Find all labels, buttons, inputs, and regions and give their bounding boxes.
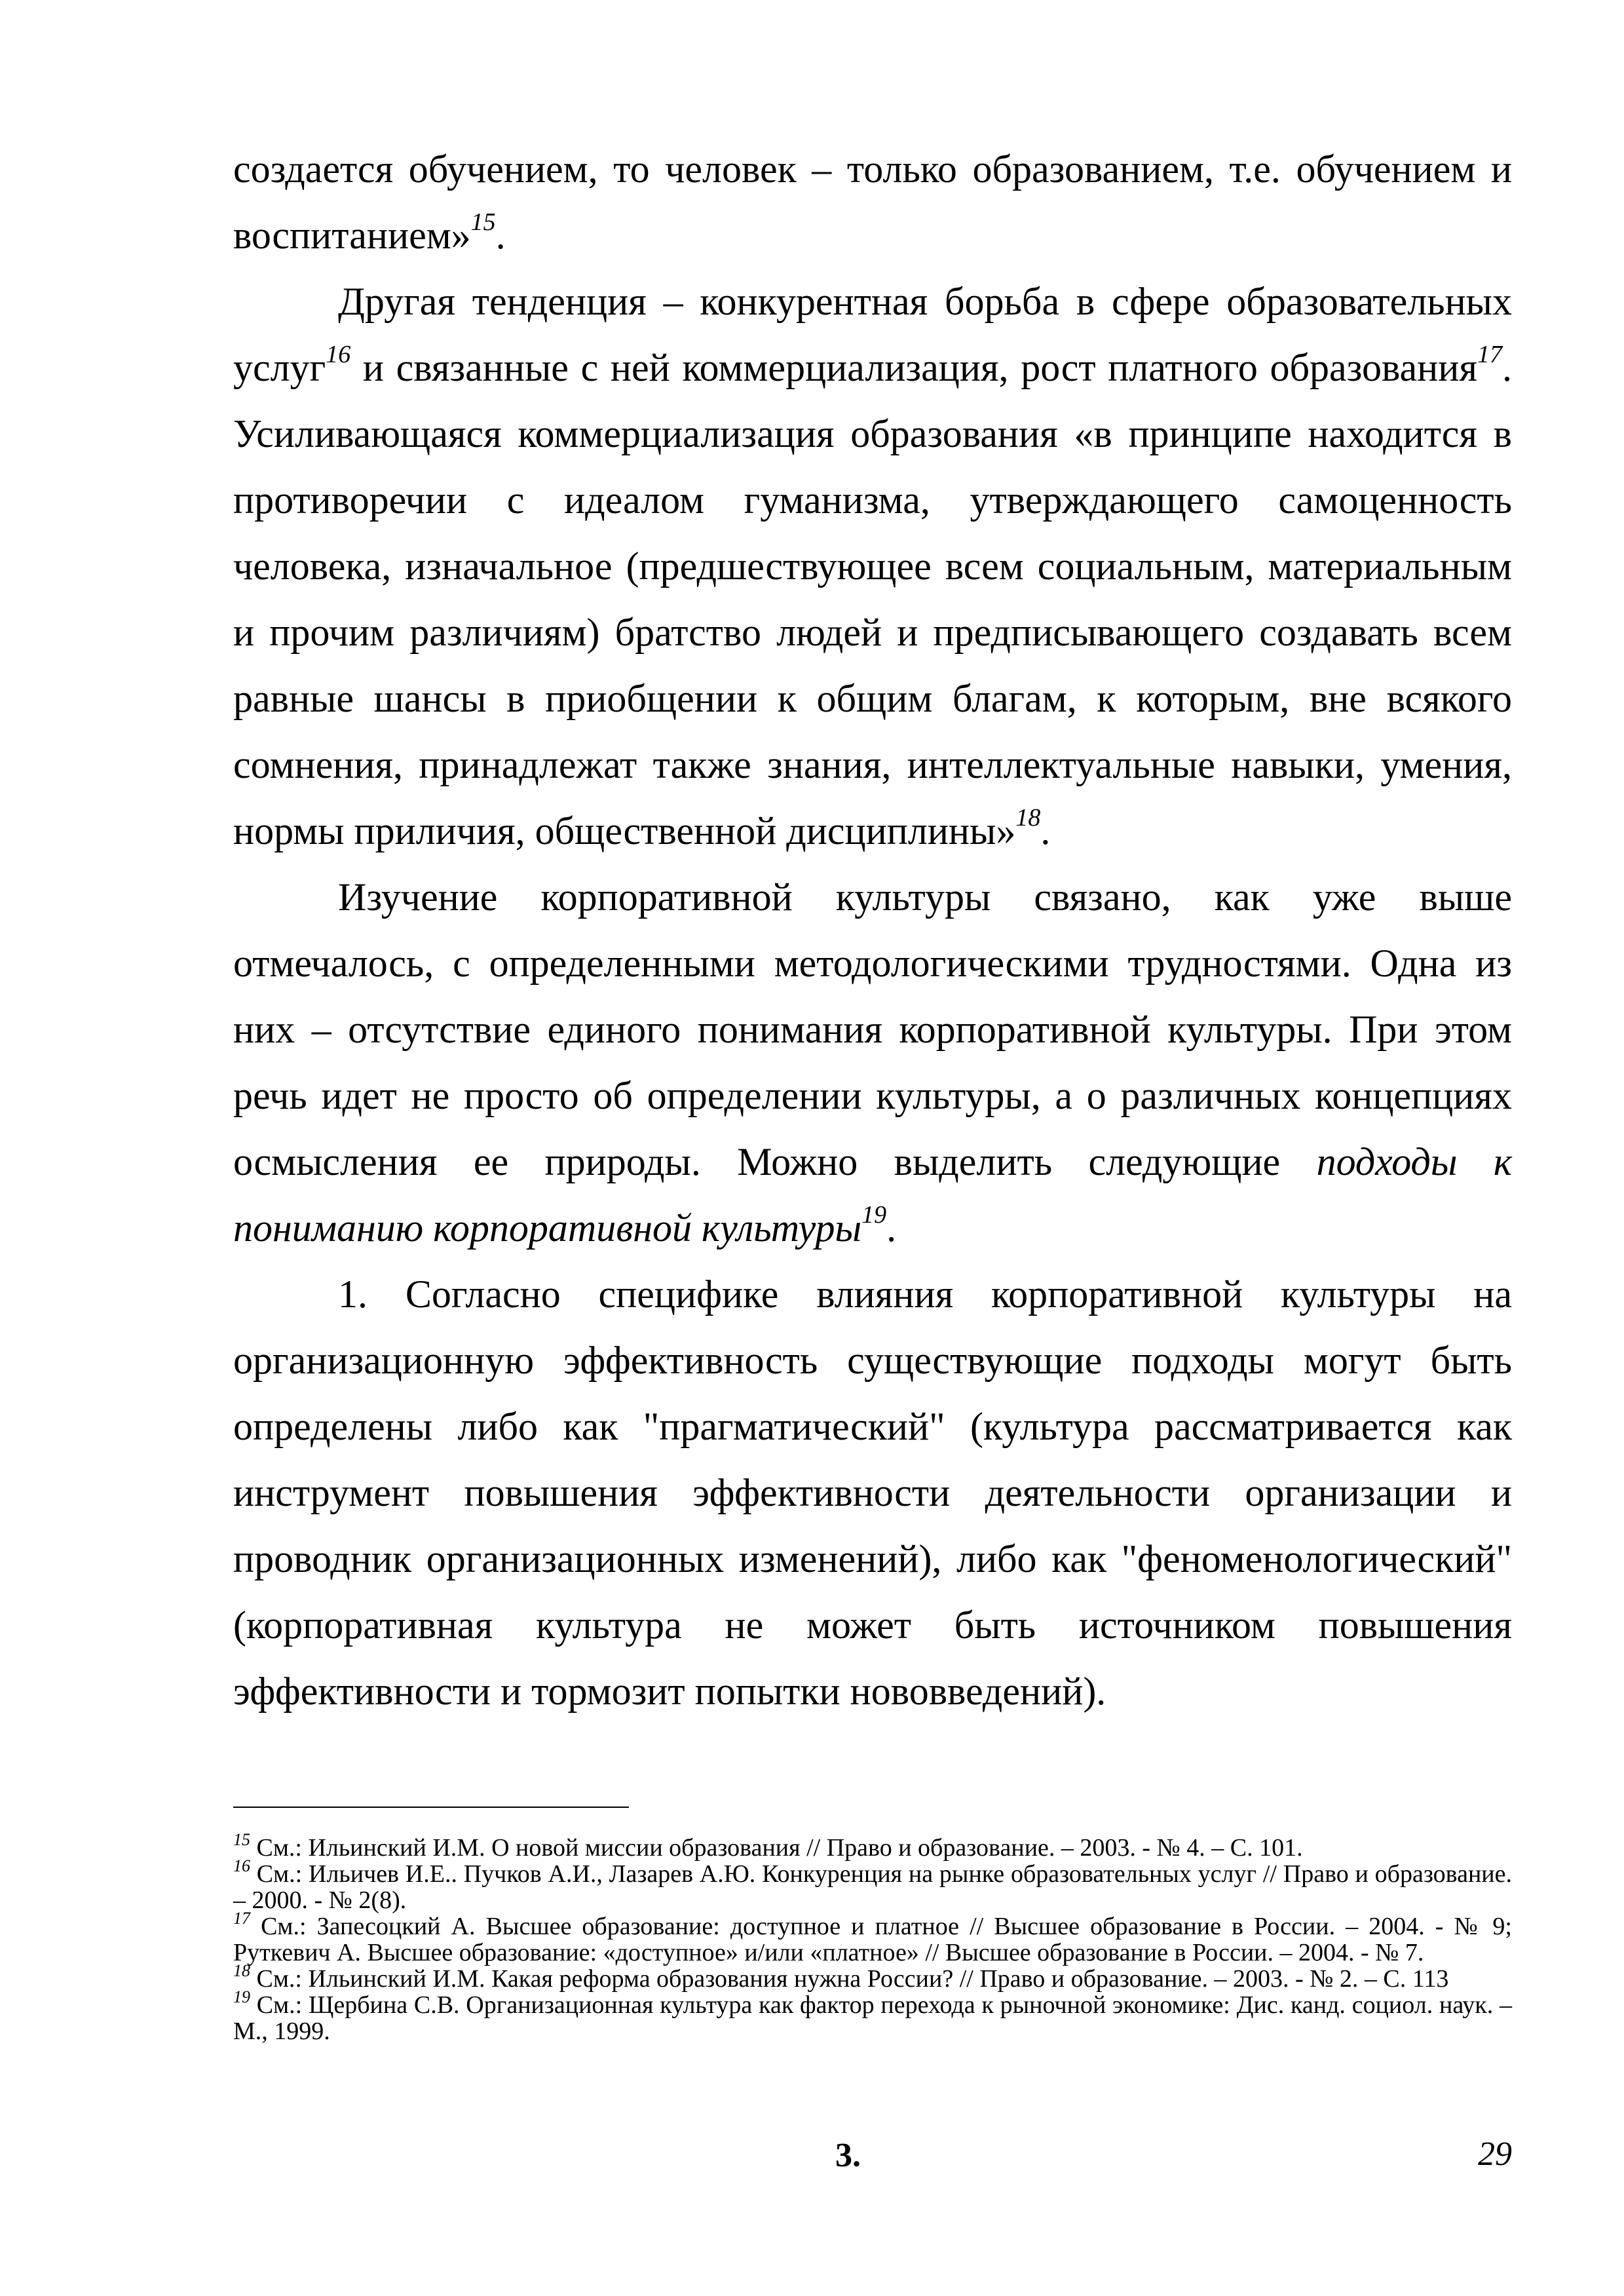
footnote-text: См.: Ильичев И.Е.. Пучков А.И., Лазарев А.Ю. Конкуренция на рынке образовательных услуг // Право и образование. – 2000. - № 2(8). xyxy=(233,1860,1512,1914)
footnote-number: 17 xyxy=(233,1909,250,1928)
paragraph-1-text: создается обучением, то человек – только образованием, т.е. обучением и воспитанием» xyxy=(233,147,1512,257)
footnote-ref-16: 16 xyxy=(326,341,351,368)
paragraph-1 xyxy=(233,136,1512,269)
paragraph-1-end: . xyxy=(495,214,506,257)
footnote-number: 15 xyxy=(233,1830,250,1849)
paragraph-2-part3: . Усиливающаяся коммерциализация образования «в принципе находится в противоречии с идеалом гуманизма, утверждающего самоценность человека, изначальное (предшествующее всем социальным, материальным и прочим различиям) братство людей и предписывающего создавать всем равные шансы в приобщении к общим благам, к которым, вне всякого сомнения, принадлежат также знания, интеллектуальные навыки, умения, нормы приличия, общественной дисциплины» xyxy=(233,346,1512,852)
footnote-number: 19 xyxy=(233,1987,250,2006)
page-number: 29 xyxy=(1478,2135,1512,2173)
footnote-ref-15: 15 xyxy=(470,208,496,236)
footnote-separator xyxy=(233,1807,629,1808)
paragraph-2-end: . xyxy=(1040,809,1051,852)
footnote-text: См.: Ильинский И.М. Какая реформа образования нужна России? // Право и образование. – 2003. - № 2. – С. 113 xyxy=(250,1965,1449,1993)
footnote-ref-19: 19 xyxy=(861,1201,887,1229)
paragraph-2-part2: и связанные с ней коммерциализация, рост платного образования xyxy=(350,346,1477,389)
footnote-number: 16 xyxy=(233,1856,250,1875)
footnote-ref-18: 18 xyxy=(1015,804,1041,832)
footnote-ref-17: 17 xyxy=(1477,341,1502,368)
paragraph-2 xyxy=(233,269,1512,864)
footnote-17 xyxy=(233,1909,1512,1966)
section-mark: 3. xyxy=(835,2137,861,2174)
paragraph-4 xyxy=(233,1261,1512,1725)
paragraph-3-end: . xyxy=(886,1206,897,1250)
body-text xyxy=(233,136,1512,1725)
footnote-text: См.: Запесоцкий А. Высшее образование: доступное и платное // Высшее образование в России. – 2004. - № 9; Руткевич А. Высшее образование: «доступное» и/или «платное» // Высшее образование в России. – 2004. - № 7. xyxy=(233,1913,1512,1966)
paragraph-3-italic: подходы к пониманию корпоративной культуры xyxy=(233,1140,1512,1250)
paragraph-4-text: 1. Согласно специфике влияния корпоративной культуры на организационную эффективность существующие подходы могут быть определены либо как "прагматический" (культура рассматривается как инструмент повышения эффективности деятельности организации и проводник организационных изменений), либо как "феноменологический" (корпоративная культура не может быть источником повышения эффективности и тормозит попытки нововведений). xyxy=(233,1272,1512,1713)
footnote-16 xyxy=(233,1856,1512,1914)
paragraph-3-text: Изучение корпоративной культуры связано, как уже выше отмечалось, с определенными методологическими трудностями. Одна из них – отсутствие единого понимания корпоративной культуры. При этом речь идет не просто об определении культуры, а о различных концепциях осмысления ее природы. Можно выделить следующие xyxy=(233,875,1512,1183)
footnote-number: 18 xyxy=(233,1961,250,1980)
footnote-19 xyxy=(233,1987,1512,2045)
footnote-text: См.: Ильинский И.М. О новой миссии образования // Право и образование. – 2003. - № 4. – С. 101. xyxy=(250,1834,1303,1862)
footnotes xyxy=(233,1830,1512,2045)
footnote-15 xyxy=(233,1830,1512,1862)
paragraph-3 xyxy=(233,864,1512,1261)
paragraph-2-part1: Другая тенденция – конкурентная борьба в сфере образовательных услуг xyxy=(233,280,1512,389)
footnote-18 xyxy=(233,1961,1512,1993)
footnote-text: См.: Щербина С.В. Организационная культура как фактор перехода к рыночной экономике: Дис. канд. социол. наук. – М., 1999. xyxy=(233,1991,1512,2045)
